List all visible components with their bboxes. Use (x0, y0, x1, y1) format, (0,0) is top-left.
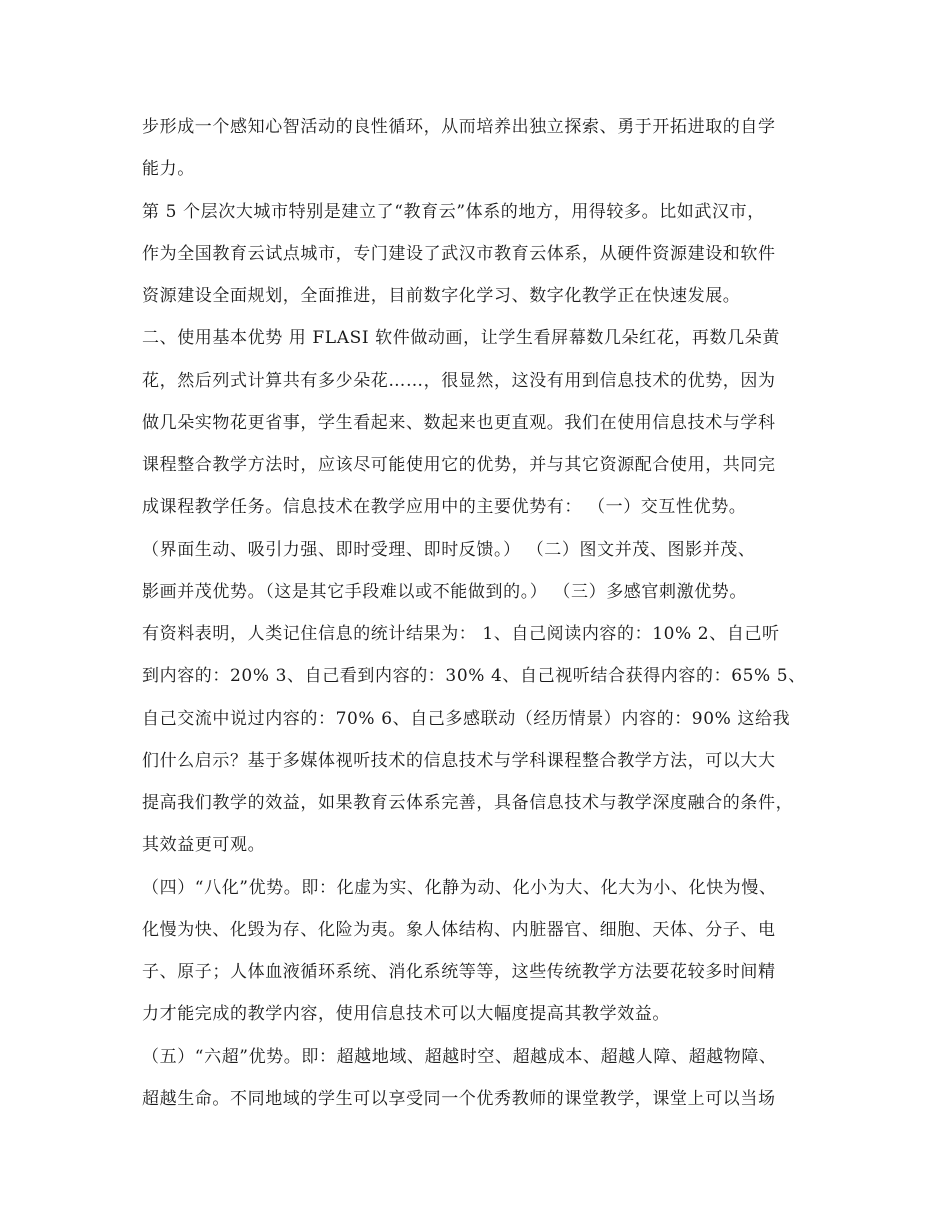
text-line: 到内容的：20% 3、自己看到内容的：30% 4、自己视听结合获得内容的：65% 5、 (142, 666, 806, 686)
text-line: 超越生命。不同地域的学生可以享受同一个优秀教师的课堂教学，课堂上可以当场 (142, 1089, 776, 1109)
text-line: 化慢为快、化毁为存、化险为夷。象人体结构、内脏器官、细胞、天体、分子、电 (142, 920, 776, 940)
text-line: 成课程教学任务。信息技术在教学应用中的主要优势有： （一）交互性优势。 (142, 497, 747, 517)
text-line: 步形成一个感知心智活动的良性循环，从而培养出独立探索、勇于开拓进取的自学 (142, 117, 776, 137)
text-line: 能力。 (142, 159, 195, 179)
text-line: 影画并茂优势。（这是其它手段难以或不能做到的。） （三）多感官刺激优势。 (142, 582, 748, 602)
text-line: 力才能完成的教学内容，使用信息技术可以大幅度提高其教学效益。 (142, 1004, 670, 1024)
text-line: 花，然后列式计算共有多少朵花……，很显然，这没有用到信息技术的优势，因为 (142, 371, 776, 391)
text-line: 自己交流中说过内容的：70% 6、自己多感联动（经历情景）内容的：90% 这给我 (142, 709, 791, 729)
text-line: （界面生动、吸引力强、即时受理、即时反馈。） （二）图文并茂、图影并茂、 (142, 540, 756, 560)
text-line: 提高我们教学的效益，如果教育云体系完善，具备信息技术与教学深度融合的条件， (142, 793, 794, 813)
text-line: （四）“八化”优势。即：化虚为实、化静为动、化小为大、化大为小、化快为慢、 (142, 878, 777, 898)
text-line: （五）“六超”优势。即：超越地域、超越时空、超越成本、超越人障、超越物障、 (142, 1047, 777, 1067)
text-line: 其效益更可观。 (142, 835, 266, 855)
text-line: 们什么启示？基于多媒体视听技术的信息技术与学科课程整合教学方法，可以大大 (142, 751, 776, 771)
text-line: 有资料表明，人类记住信息的统计结果为： 1、自己阅读内容的：10% 2、自己听 (142, 624, 780, 644)
text-line: 第 5 个层次大城市特别是建立了“教育云”体系的地方，用得较多。比如武汉市， (142, 202, 765, 222)
text-line: 作为全国教育云试点城市，专门建设了武汉市教育云体系，从硬件资源建设和软件 (142, 244, 776, 264)
text-line: 资源建设全面规划，全面推进，目前数字化学习、数字化教学正在快速发展。 (142, 286, 741, 306)
text-line: 课程整合教学方法时，应该尽可能使用它的优势，并与其它资源配合使用，共同完 (142, 455, 776, 475)
text-line: 子、原子；人体血液循环系统、消化系统等等，这些传统教学方法要花较多时间精 (142, 962, 776, 982)
text-line: 二、使用基本优势 用 FLASI 软件做动画，让学生看屏幕数几朵红花，再数几朵黄 (142, 328, 780, 348)
text-line: 做几朵实物花更省事，学生看起来、数起来也更直观。我们在使用信息技术与学科 (142, 413, 776, 433)
